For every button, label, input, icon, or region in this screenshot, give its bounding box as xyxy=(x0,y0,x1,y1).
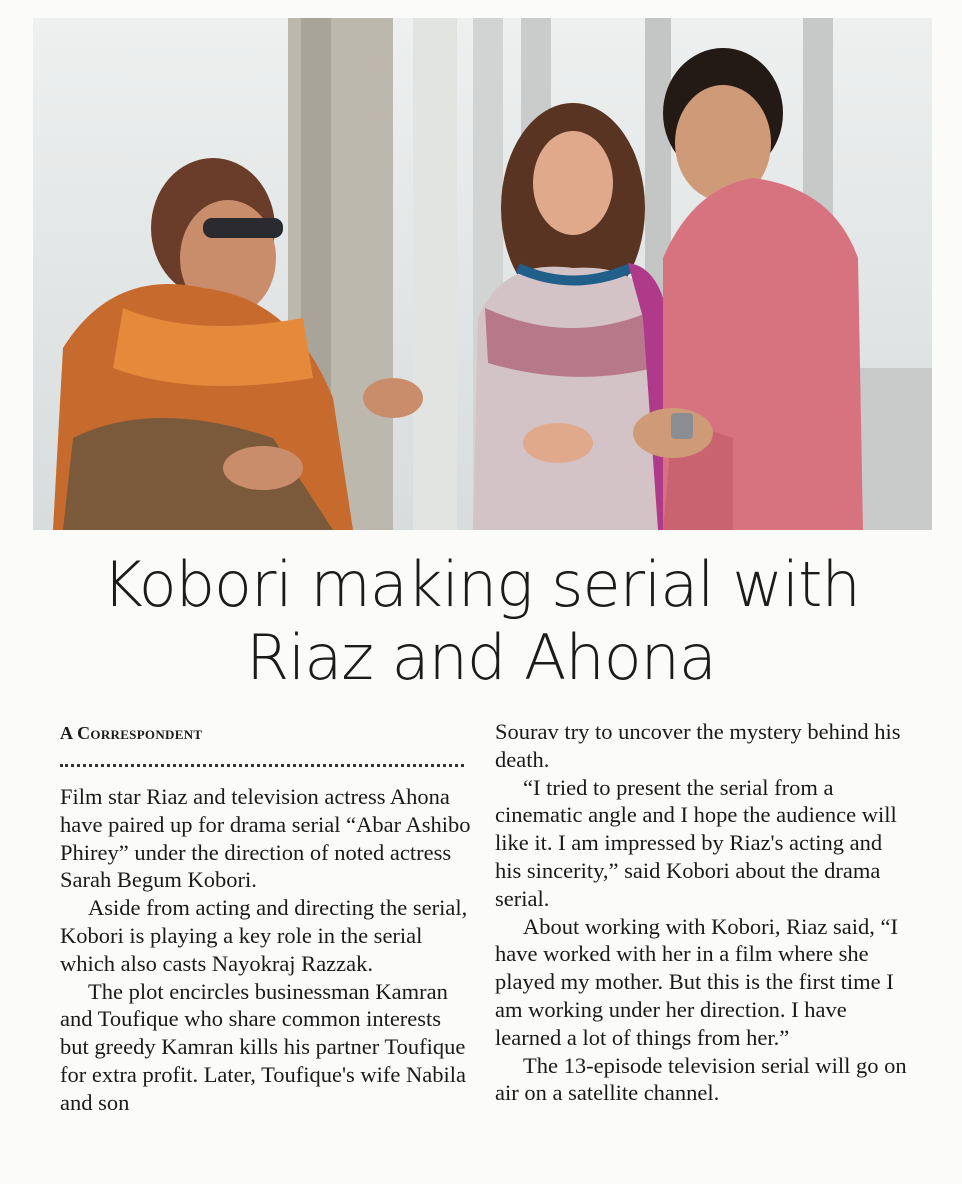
byline-divider xyxy=(60,752,464,767)
paragraph: Sourav try to uncover the mystery behind his death. xyxy=(495,719,901,772)
paragraph: The 13-episode television serial will go on air on a satellite channel. xyxy=(495,1052,907,1106)
byline: A Correspondent xyxy=(60,723,203,743)
paragraph: The plot encircles businessman Kamran and Toufique who share common interests but greedy Kamran kills his partner Toufique for extra profit. Later, Toufique's wife Nabila and son xyxy=(60,978,467,1115)
paragraph: Aside from acting and directing the serial, Kobori is playing a key role in the serial which also casts Nayokraj Razzak. xyxy=(60,895,468,976)
headline-line-2: Riaz and Ahona xyxy=(246,621,716,694)
article-column-left xyxy=(60,722,472,1117)
headline-line-1: Kobori making serial with xyxy=(102,548,860,621)
paragraph: Film star Riaz and television actress Ahona have paired up for drama serial “Abar Ashibo Phirey” under the direction of noted actress Sarah Begum Kobori. xyxy=(60,784,471,893)
paragraph: About working with Kobori, Riaz said, “I have worked with her in a film where she played my mother. But this is the first time I am working under her direction. I have learned a lot of things from her.” xyxy=(495,913,898,1050)
film-still-photo-icon xyxy=(33,18,932,530)
headline xyxy=(0,548,962,694)
article-column-right xyxy=(495,718,907,1107)
article-photo xyxy=(33,18,932,530)
paragraph: “I tried to present the serial from a cinematic angle and I hope the audience will like it. I am impressed by Riaz's acting and his sincerity,” said Kobori about the drama serial. xyxy=(495,774,897,911)
